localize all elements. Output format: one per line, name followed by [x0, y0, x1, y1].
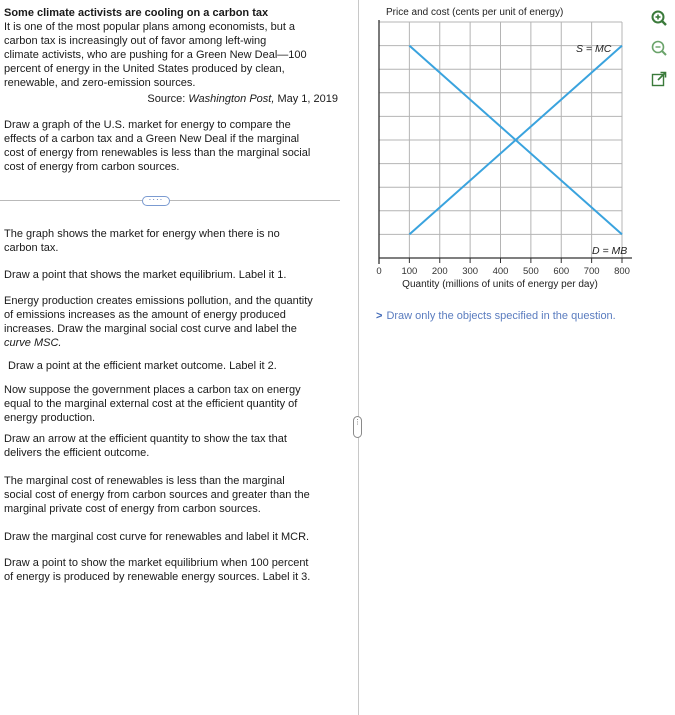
- supply-curve-label: S = MC: [576, 43, 612, 55]
- intro-line: carbon tax is increasingly out of favor among left-wing: [4, 35, 267, 47]
- zoom-out-icon[interactable]: [650, 39, 668, 57]
- step-5-line: Draw an arrow at the efficient quantity to show the tax that: [4, 433, 287, 445]
- step-6-line: marginal private cost of energy from carbon sources.: [4, 503, 261, 515]
- step-6-line: social cost of energy from carbon sources and greater than the: [4, 489, 310, 501]
- expand-ellipsis-button[interactable]: ····: [142, 196, 170, 206]
- graph-description-line: carbon tax.: [4, 242, 59, 254]
- task-line: cost of energy from renewables is less than the marginal social: [4, 147, 311, 159]
- step-4-line: energy production.: [4, 412, 96, 424]
- demand-curve-label: D = MB: [592, 245, 628, 257]
- step-2-line: increases. Draw the marginal social cost curve and label the: [4, 323, 297, 335]
- step-7-text: Draw the marginal cost curve for renewables and label it MCR.: [4, 531, 310, 543]
- step-8-line: Draw a point to show the market equilibrium when 100 percent: [4, 557, 309, 569]
- step-8-line: of energy is produced by renewable energy sources. Label it 3.: [4, 571, 311, 583]
- intro-line: renewable, and zero-emission sources.: [4, 77, 196, 89]
- hint-caret: >: [376, 310, 383, 322]
- splitter-handle[interactable]: ⋮: [353, 416, 362, 438]
- x-tick-label: 500: [522, 266, 539, 277]
- intro-line: It is one of the most popular plans among economists, but a: [4, 21, 296, 33]
- step-4-line: Now suppose the government places a carbon tax on energy: [4, 384, 301, 396]
- task-line: Draw a graph of the U.S. market for energy to compare the: [4, 119, 291, 131]
- graph-description-line: The graph shows the market for energy when there is no: [4, 228, 280, 240]
- question-title: Some climate activists are cooling on a carbon tax: [4, 7, 269, 19]
- step-2-line: of emissions increases as the amount of energy produced: [4, 309, 286, 321]
- hint-message: Draw only the objects specified in the question.: [386, 310, 616, 322]
- x-tick-label: 200: [431, 266, 448, 277]
- x-tick-label: 300: [462, 266, 479, 277]
- x-tick-label: 800: [614, 266, 630, 277]
- origin-label: 0: [376, 266, 382, 277]
- source-date: May 1, 2019: [277, 93, 338, 105]
- step-5-line: delivers the efficient outcome.: [4, 447, 150, 459]
- x-tick-label: 600: [553, 266, 570, 277]
- source-name: Washington Post,: [188, 93, 275, 105]
- hint-text: [376, 310, 616, 322]
- step-1-text: Draw a point that shows the market equilibrium. Label it 1.: [4, 269, 287, 281]
- x-tick-label: 100: [401, 266, 418, 277]
- x-axis-title: Quantity (millions of units of energy per day): [402, 279, 598, 290]
- zoom-in-icon[interactable]: [650, 9, 668, 27]
- task-line: effects of a carbon tax and a Green New Deal if the marginal: [4, 133, 300, 145]
- step-6-line: The marginal cost of renewables is less than the marginal: [4, 475, 285, 487]
- source-label: Source:: [147, 93, 186, 105]
- intro-line: percent of energy in the United States produced by clean,: [4, 63, 285, 75]
- step-2-line: curve MSC.: [4, 337, 62, 349]
- task-line: cost of energy from carbon sources.: [4, 161, 180, 173]
- x-tick-label: 400: [492, 266, 509, 277]
- step-4-line: equal to the marginal external cost at the efficient quantity of: [4, 398, 298, 410]
- y-axis-title: Price and cost (cents per unit of energy): [386, 7, 564, 18]
- step-2-line: Energy production creates emissions pollution, and the quantity: [4, 295, 313, 307]
- x-tick-label: 700: [583, 266, 600, 277]
- expand-window-icon[interactable]: [650, 70, 668, 88]
- intro-line: climate activists, who are pushing for a Green New Deal—100: [4, 49, 307, 61]
- step-3-text: Draw a point at the efficient market outcome. Label it 2.: [8, 360, 277, 372]
